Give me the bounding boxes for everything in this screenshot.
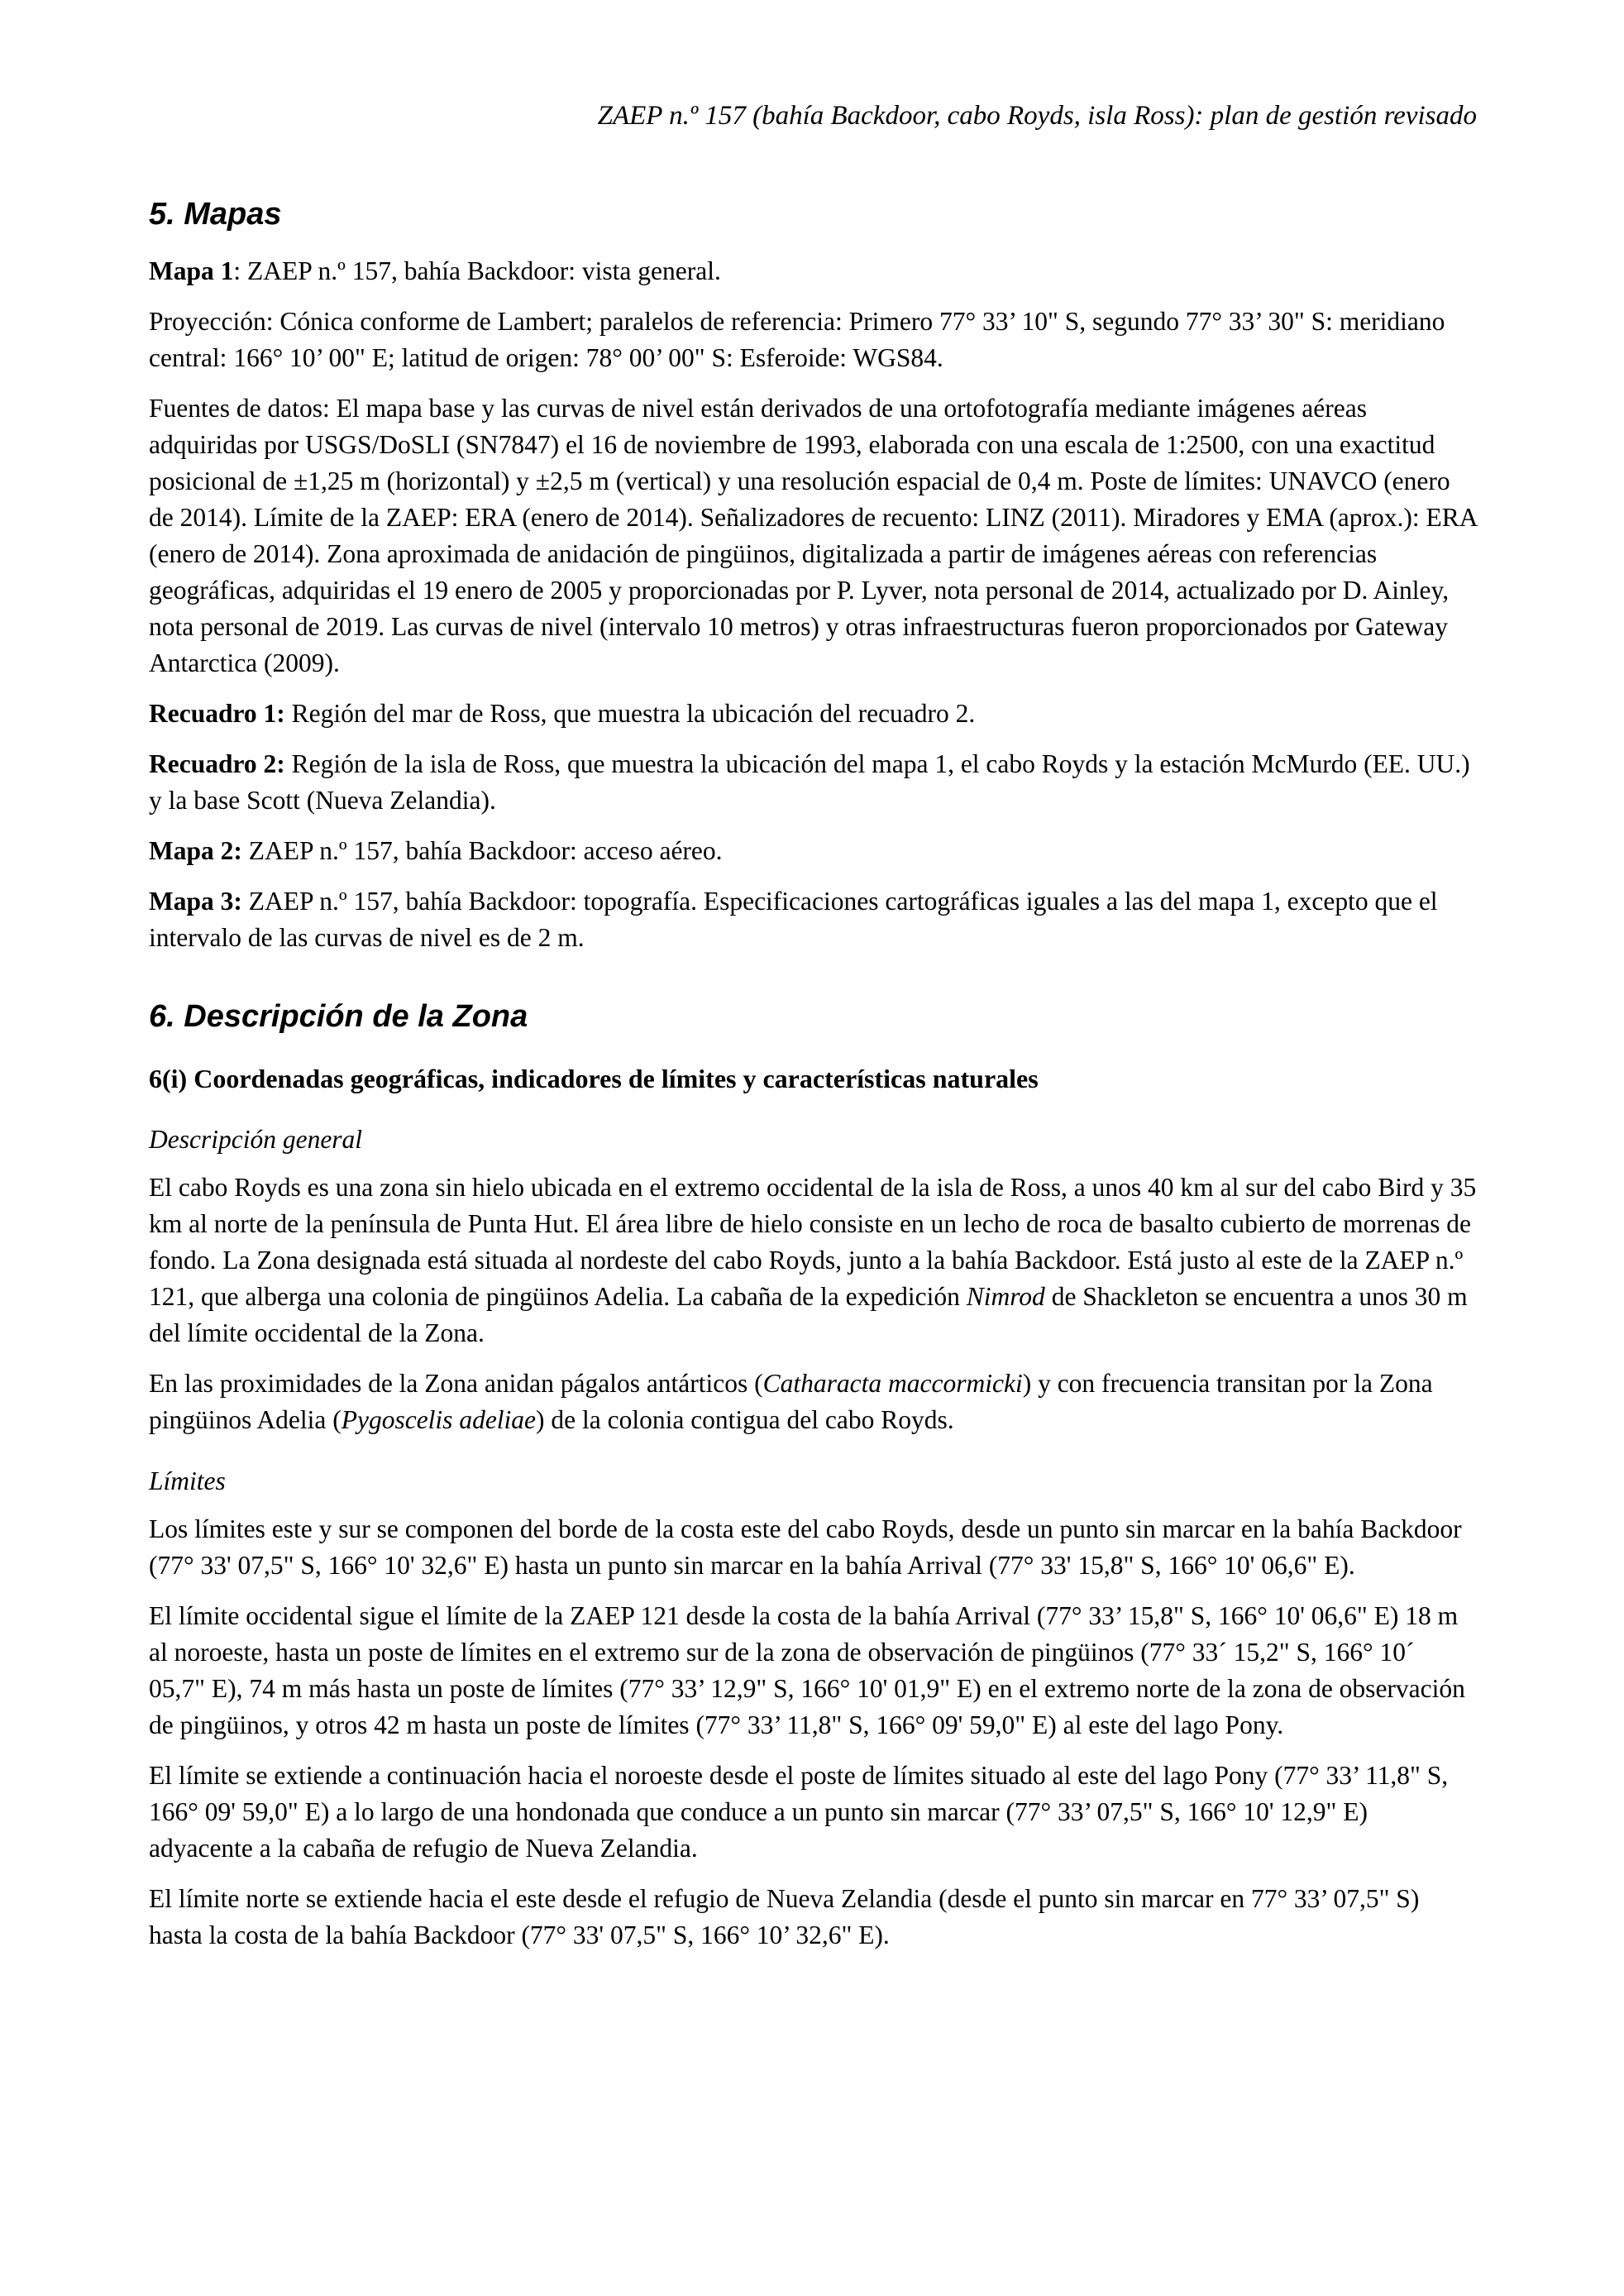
projection-paragraph: Proyección: Cónica conforme de Lambert; paralelos de referencia: Primero 77° 33’ 10" S, segundo 77° 33’ 30" S: meridiano central: 166° 10’ 00" E; latitud de origen: 78° 00’ 00" S: Esferoide: WGS84. [149, 307, 1445, 372]
species-skua-italic: Catharacta maccormicki [762, 1369, 1023, 1398]
inset2-caption [149, 746, 1477, 819]
map1-label: Mapa 1 [149, 256, 234, 285]
inset2-text: Región de la isla de Ross, que muestra la ubicación del mapa 1, el cabo Royds y la estación McMurdo (EE. UU.) y la base Scott (Nueva Zelandia). [149, 749, 1470, 815]
inset2-label: Recuadro 2: [149, 749, 285, 778]
section-heading-area-description: 6. Descripción de la Zona [149, 999, 528, 1034]
section-heading-maps: 5. Mapas [149, 197, 282, 232]
map2-caption [149, 833, 1477, 869]
running-header: ZAEP n.º 157 (bahía Backdoor, cabo Royds, isla Ross): plan de gestión revisado [597, 101, 1477, 131]
subheading-general-description: Descripción general [149, 1125, 363, 1154]
species-penguin-italic: Pygoscelis adeliae [341, 1405, 537, 1434]
limits-paragraph-2: El límite occidental sigue el límite de la ZAEP 121 desde la costa de la bahía Arrival (77° 33’ 15,8" S, 166° 10' 06,6" E) 18 m al noroeste, hasta un poste de límites en el extremo sur de la zona de observación de pingüinos (77° 33´ 15,2" S, 166° 10´ 05,7" E), 74 m más hasta un poste de límites (77° 33’ 12,9" S, 166° 10' 01,9" E) en el extremo norte de la zona de observación de pingüinos, y otros 42 m hasta un poste de límites (77° 33’ 11,8" S, 166° 09' 59,0" E) al este del lago Pony. [149, 1601, 1465, 1739]
limits-paragraph-1: Los límites este y sur se componen del borde de la costa este del cabo Royds, desde un punto sin marcar en la bahía Backdoor (77° 33' 07,5" S, 166° 10' 32,6" E) hasta un punto sin marcar en la bahía Arrival (77° 33' 15,8" S, 166° 10' 06,6" E). [149, 1514, 1462, 1580]
general-p2-text-a: En las proximidades de la Zona anidan págalos antárticos ( [149, 1369, 763, 1398]
map3-caption [149, 883, 1477, 956]
general-description-paragraph-2 [149, 1366, 1477, 1438]
inset1-label: Recuadro 1: [149, 699, 285, 728]
data-sources-paragraph: Fuentes de datos: El mapa base y las curvas de nivel están derivados de una ortofotografía mediante imágenes aéreas adquiridas por USGS/DoSLI (SN7847) el 16 de noviembre de 1993, elaborada con una escala de 1:2500, con una exactitud posicional de ±1,25 m (horizontal) y ±2,5 m (vertical) y una resolución espacial de 0,4 m. Poste de límites: UNAVCO (enero de 2014). Límite de la ZAEP: ERA (enero de 2014). Señalizadores de recuento: LINZ (2011). Miradores y EMA (aprox.): ERA (enero de 2014). Zona aproximada de anidación de pingüinos, digitalizada a partir de imágenes aéreas con referencias geográficas, adquiridas el 19 enero de 2005 y proporcionadas por P. Lyver, nota personal de 2014, actualizado por D. Ainley, nota personal de 2019. Las curvas de nivel (intervalo 10 metros) y otras infraestructuras fueron proporcionados por Gateway Antarctica (2009). [149, 394, 1477, 677]
document-body [149, 195, 1477, 1968]
map1-caption [149, 253, 1477, 289]
limits-paragraph-3: El límite se extiende a continuación hacia el noroeste desde el poste de límites situado al este del lago Pony (77° 33’ 11,8" S, 166° 09' 59,0" E) a lo largo de una hondonada que conduce a un punto sin marcar (77° 33’ 07,5" S, 166° 10' 12,9" E) adyacente a la cabaña de refugio de Nueva Zelandia. [149, 1761, 1449, 1863]
inset1-caption [149, 696, 1477, 732]
general-p1-text-a: El cabo Royds es una zona sin hielo ubicada en el extremo occidental de la isla de Ross, a unos 40 km al sur del cabo Bird y 35 km al norte de la península de Punta Hut. El área libre de hielo consiste en un lecho de roca de basalto cubierto de morrenas de fondo. La Zona designada está situada al nordeste del cabo Royds, junto a la bahía Backdoor. Está justo al este de la ZAEP n.º 121, que alberga una colonia de pingüinos Adelia. La cabaña de la expedición [149, 1173, 1477, 1311]
nimrod-italic: Nimrod [966, 1282, 1045, 1311]
map1-text: : ZAEP n.º 157, bahía Backdoor: vista general. [233, 256, 721, 285]
subheading-limits: Límites [149, 1466, 226, 1495]
map3-label: Mapa 3: [149, 887, 242, 916]
map3-text: ZAEP n.º 157, bahía Backdoor: topografía. Especificaciones cartográficas iguales a las del mapa 1, excepto que el intervalo de las curvas de nivel es de 2 m. [149, 887, 1438, 952]
inset1-text: Región del mar de Ross, que muestra la ubicación del recuadro 2. [284, 699, 976, 728]
general-p1-text-b: de Shackleton se encuentra a unos 30 m del límite occidental de la Zona. [149, 1282, 1468, 1347]
map2-label: Mapa 2: [149, 836, 242, 865]
general-p2-text-c: ) de la colonia contigua del cabo Royds. [536, 1405, 954, 1434]
general-p2-text-b: ) y con frecuencia transitan por la Zona pingüinos Adelia ( [149, 1369, 1433, 1434]
map2-text: ZAEP n.º 157, bahía Backdoor: acceso aéreo. [241, 836, 723, 865]
general-description-paragraph-1 [149, 1170, 1477, 1351]
limits-paragraph-4: El límite norte se extiende hacia el este desde el refugio de Nueva Zelandia (desde el punto sin marcar en 77° 33’ 07,5" S) hasta la costa de la bahía Backdoor (77° 33' 07,5" S, 166° 10’ 32,6" E). [149, 1884, 1420, 1949]
subsection-heading-coordinates: 6(i) Coordenadas geográficas, indicadores de límites y características naturales [149, 1064, 1039, 1093]
